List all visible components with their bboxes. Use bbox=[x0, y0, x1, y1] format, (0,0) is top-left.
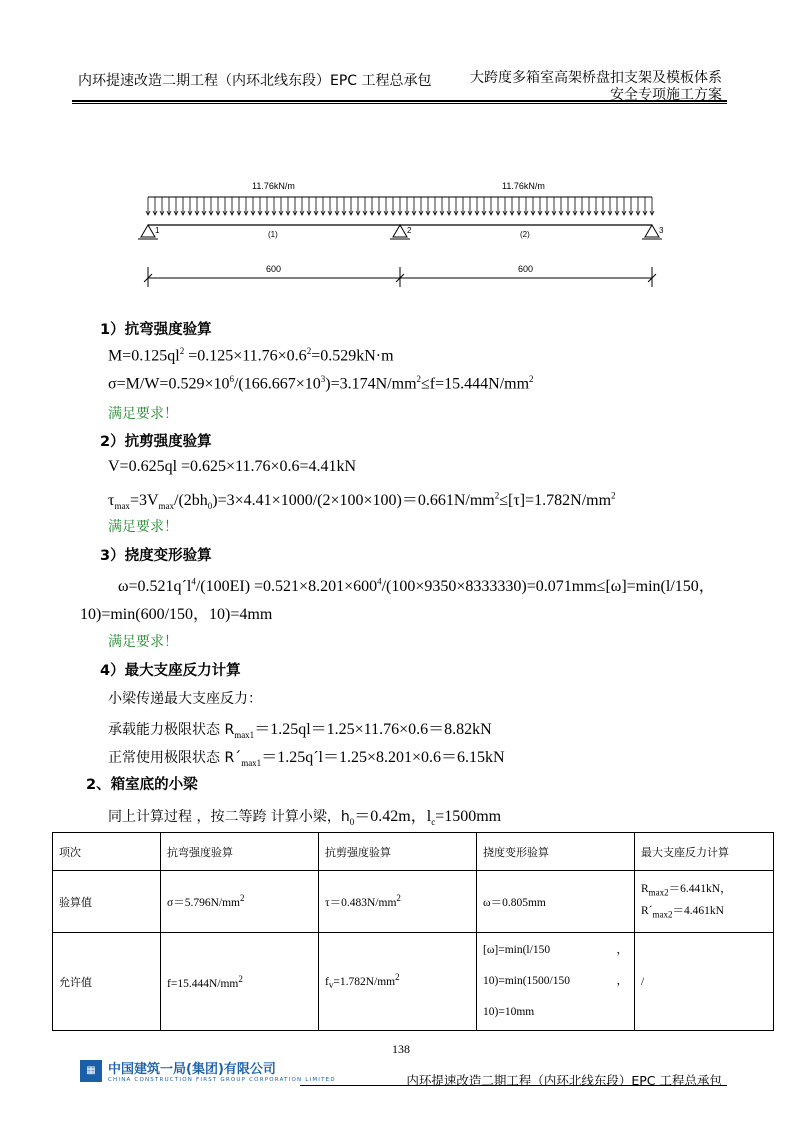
span-label-2: (2) bbox=[520, 230, 530, 239]
page-number: 138 bbox=[392, 1042, 410, 1056]
header-cell: 最大支座反力计算 bbox=[635, 833, 774, 871]
section-3-title: 3）挠度变形验算 bbox=[100, 548, 212, 564]
row-label: 允许值 bbox=[53, 933, 161, 1031]
header-cell: 项次 bbox=[53, 833, 161, 871]
cscec-logo-icon: ▦ bbox=[80, 1060, 102, 1082]
s2-ok: 满足要求！ bbox=[108, 519, 178, 535]
header-left: 内环提速改造二期工程（内环北线东段）EPC 工程总承包 bbox=[78, 73, 432, 89]
beam-diagram bbox=[130, 175, 670, 300]
load-label-right: 11.76kN/m bbox=[502, 181, 545, 191]
company-name-cn: 中国建筑一局(集团)有限公司 bbox=[108, 1062, 276, 1077]
s1-ok: 满足要求！ bbox=[108, 406, 178, 422]
dimension-label-1: 600 bbox=[266, 264, 282, 274]
footer-right: 内环提速改造二期工程（内环北线东段）EPC 工程总承包 bbox=[406, 1073, 722, 1088]
span-label-1: (1) bbox=[268, 230, 278, 239]
s3-ok: 满足要求！ bbox=[108, 634, 178, 650]
header-rule-thin bbox=[72, 103, 727, 104]
header-cell: 抗剪强度验算 bbox=[319, 833, 477, 871]
table-row bbox=[53, 871, 774, 933]
s2-stress: $\tau_{max}=3V_{max}/(2bh_0)=3\times 4.41\times 1000/(2\times 100\times 100)=0.661N/mm^2\le[\tau]=1.782N/mm^2$ bbox=[108, 490, 616, 512]
cell-omega-limit: [ω]=min(l/150 ， 10)=min(1500/150 ， 10)=10mm bbox=[477, 933, 635, 1031]
cell-tau: $\tau=0.483N/mm^2$ bbox=[319, 871, 477, 933]
support-label-1: 1 bbox=[155, 226, 160, 235]
section-5-title: 2、箱室底的小梁 bbox=[86, 777, 198, 793]
s4-ultimate: 承载能力极限状态 $R_{max1}=1.25ql=1.25\times 11.76\times 0.6=8.82kN$ bbox=[108, 721, 492, 741]
company-name-en: CHINA CONSTRUCTION FIRST GROUP CORPORATION LIMITED bbox=[108, 1077, 336, 1083]
section-4-title: 4）最大支座反力计算 bbox=[100, 663, 241, 679]
s2-shear: V=0.625ql =0.625×11.76×0.6=4.41kN bbox=[108, 458, 357, 475]
results-table bbox=[52, 832, 774, 1031]
cell-fv: $f_v=1.782N/mm^2$ bbox=[319, 933, 477, 1031]
s4-intro: 小梁传递最大支座反力： bbox=[108, 691, 262, 707]
beam-svg bbox=[130, 175, 670, 295]
distributed-load-arrows bbox=[146, 197, 654, 215]
header-cell: 抗弯强度验算 bbox=[161, 833, 319, 871]
cell-reaction: $R_{max2}=6.441kN$， $R´_{max2}=4.461kN$ bbox=[635, 871, 774, 933]
header-right-line2: 安全专项施工方案 bbox=[610, 87, 722, 103]
s3-deflection-cont: 10)=min(600/150，10)=4mm bbox=[80, 606, 273, 623]
load-label-left: 11.76kN/m bbox=[252, 181, 295, 191]
s1-stress: $\sigma=M/W=0.529\times 10^6/(166.667\times 10^3)=3.174N/mm^2\le f=15.444N/mm^2$ bbox=[108, 374, 534, 393]
section-1-title: 1）抗弯强度验算 bbox=[100, 322, 212, 338]
header-rule-thick bbox=[72, 100, 727, 102]
company-logo bbox=[80, 1058, 336, 1083]
table-row bbox=[53, 933, 774, 1031]
section-2-title: 2）抗剪强度验算 bbox=[100, 434, 212, 450]
row-label: 验算值 bbox=[53, 871, 161, 933]
cell-sigma: $\sigma=5.796N/mm^2$ bbox=[161, 871, 319, 933]
support-label-2: 2 bbox=[407, 226, 412, 235]
header-cell: 挠度变形验算 bbox=[477, 833, 635, 871]
table-header-row bbox=[53, 833, 774, 871]
header-right bbox=[470, 70, 722, 104]
s3-deflection: $\omega=0.521q´l^4/(100EI) =0.521\times 8.201\times 600^4/(100\times 9350\times 8333330)=0.071mm\le[\omega]=\min(l/150$， bbox=[118, 576, 715, 595]
s5-intro: 同上计算过程 ，按二等跨 计算小梁，$h_0=0.42m$，$l_c=1500mm$ bbox=[108, 808, 502, 828]
cell-f: $f=15.444N/mm^2$ bbox=[161, 933, 319, 1031]
dimension-label-2: 600 bbox=[518, 264, 534, 274]
header-right-line1: 大跨度多箱室高架桥盘扣支架及模板体系 bbox=[470, 70, 722, 86]
s1-moment: $M=0.125ql^2 =0.125\times 11.76\times 0.6^2=0.529kN\cdot m$ bbox=[108, 346, 394, 365]
cell-omega: ω＝0.805mm bbox=[477, 871, 635, 933]
s4-service: 正常使用极限状态 $R´_{max1}=1.25q´l=1.25\times 8.201\times 0.6=6.15kN$ bbox=[108, 749, 505, 769]
cell-reaction-limit: / bbox=[635, 933, 774, 1031]
support-label-3: 3 bbox=[659, 226, 664, 235]
